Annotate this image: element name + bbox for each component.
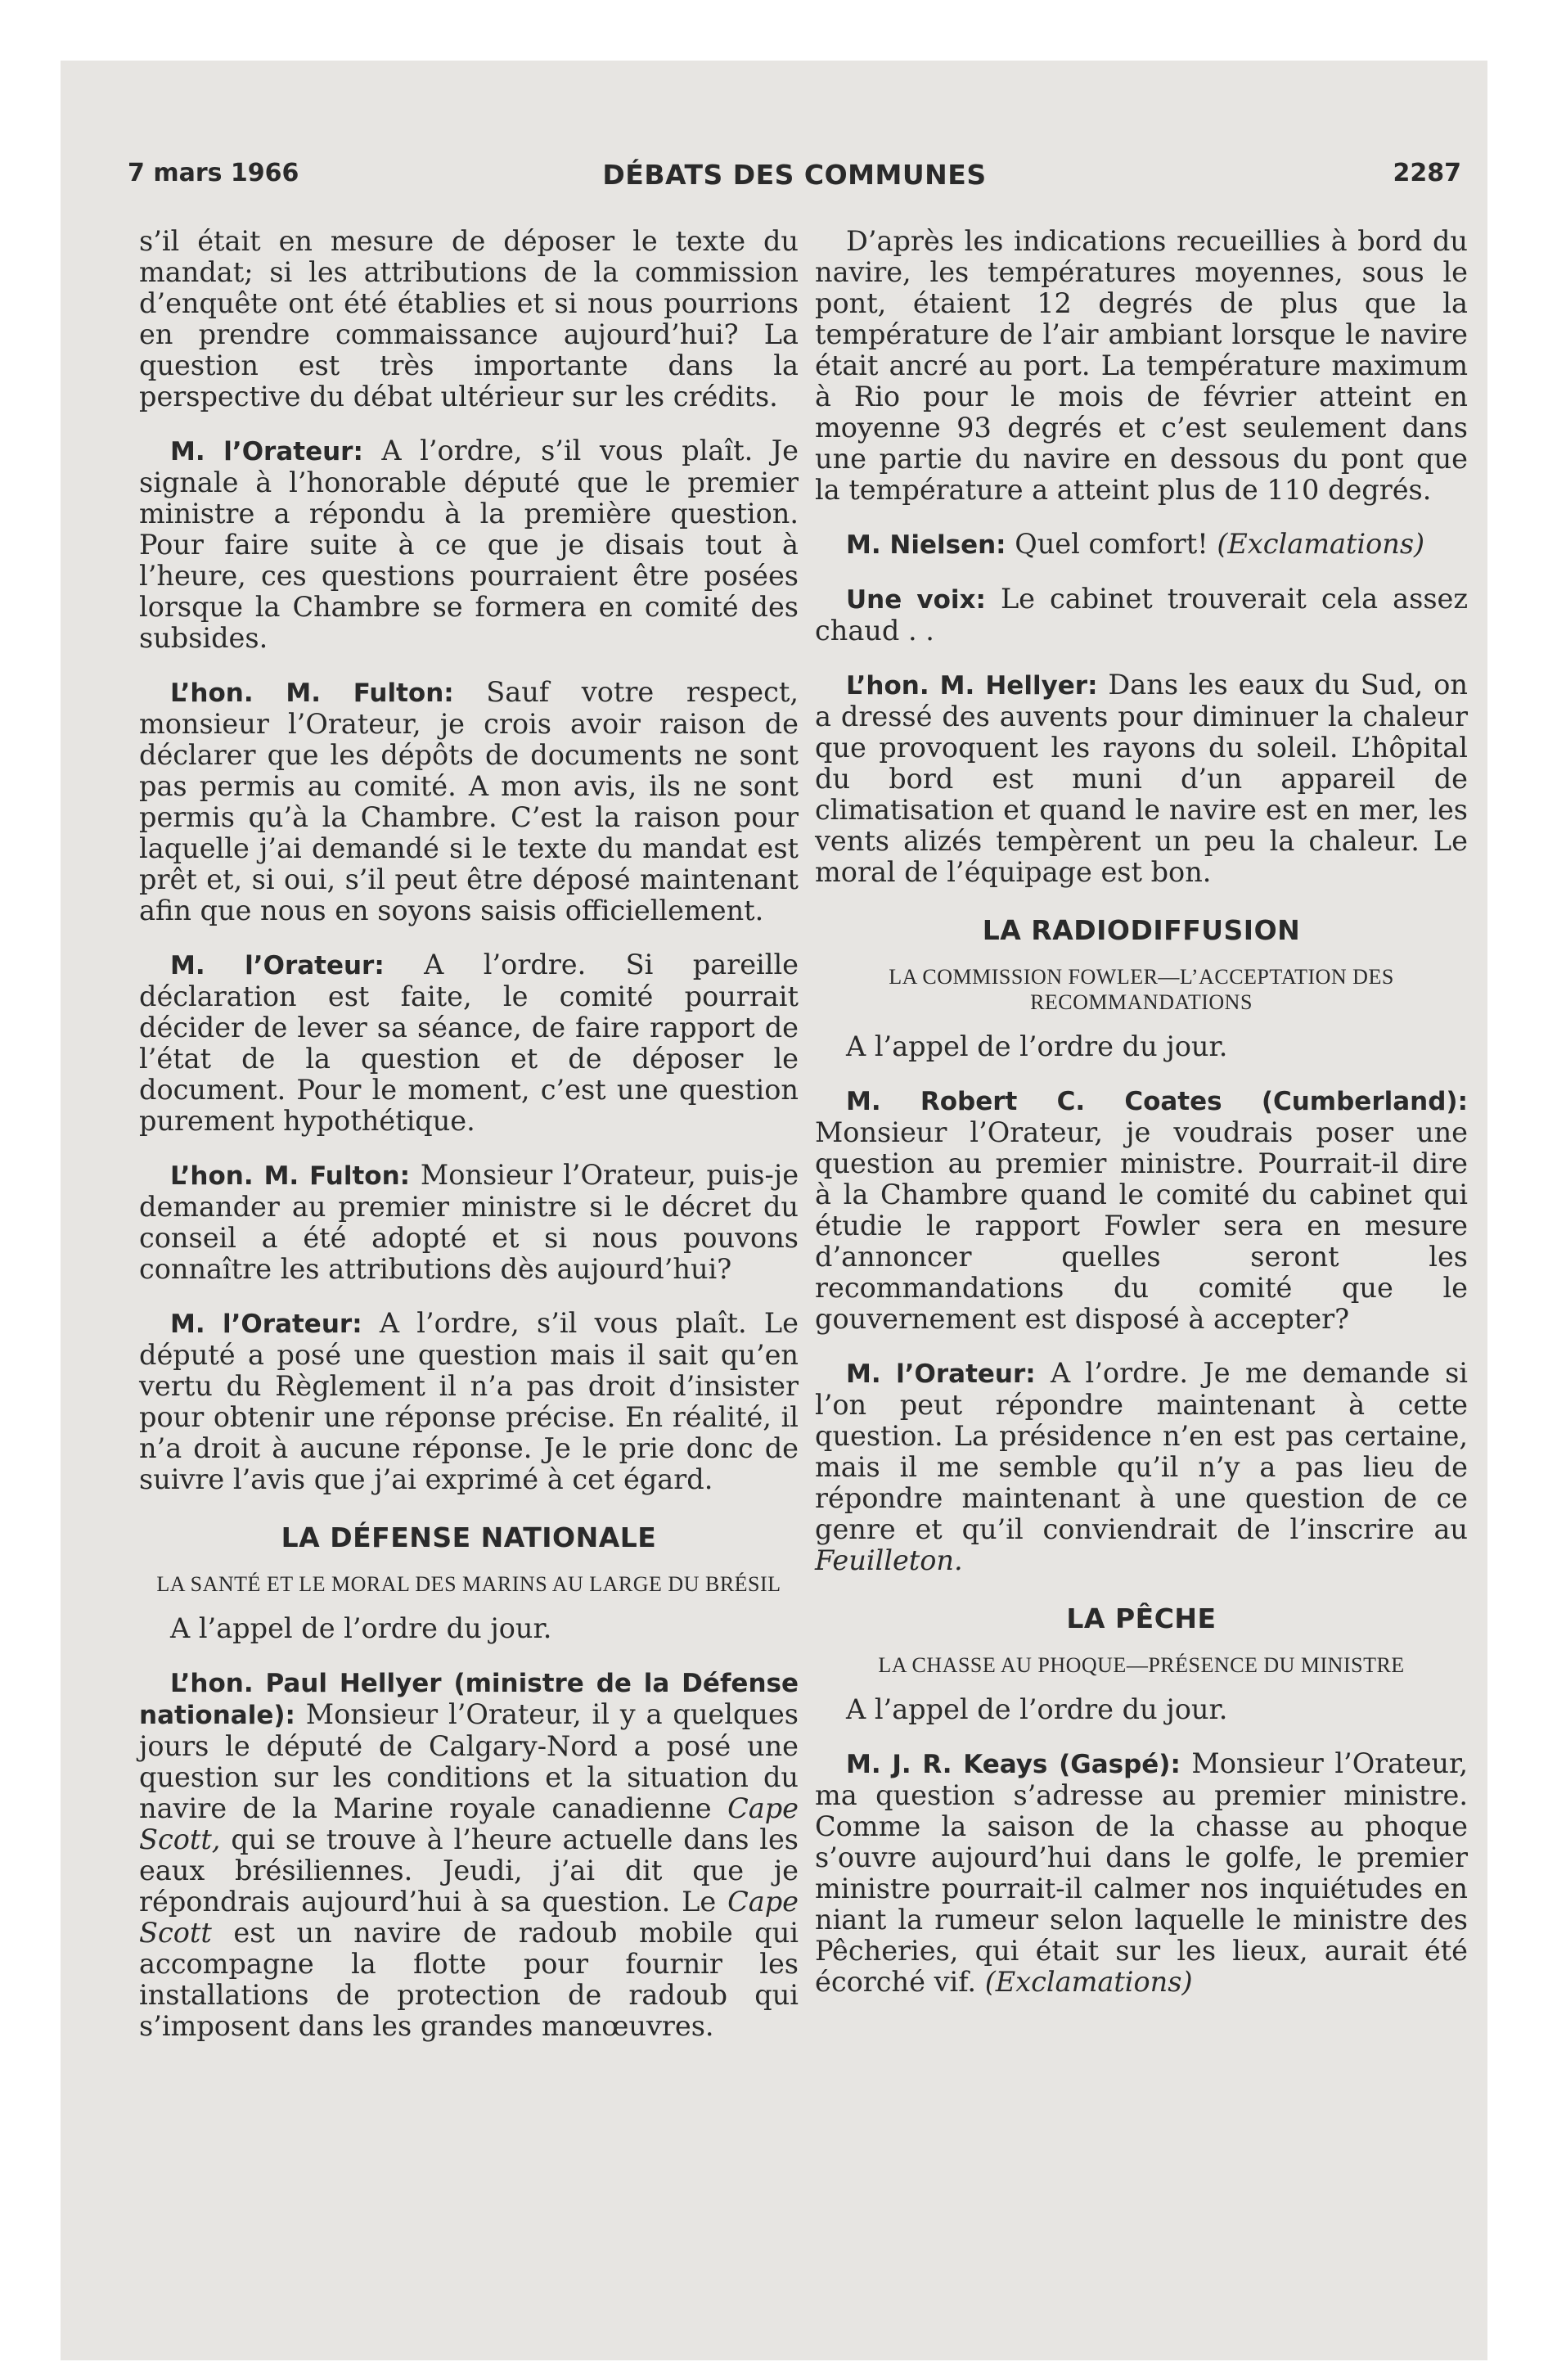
paragraph xyxy=(139,677,799,926)
paragraph xyxy=(815,669,1468,888)
paragraph-text: Monsieur l’Orateur, je voudrais poser une question au premier ministre. Pourrait-il dire à la Chambre quand le comité du cabinet qui étudie le rapport Fowler sera en mesure d’annoncer quelles seront les recommandations du comité que le gouvernement est disposé à accepter? xyxy=(815,1116,1468,1335)
paragraph xyxy=(139,949,799,1137)
speaker-name: M. Robert C. Coates (Cumberland): xyxy=(846,1087,1468,1116)
paragraph-text: D’après les indications recueillies à bord du navire, les températures moyennes, sous le pont, étaient 12 degrés de plus que la température de l’air ambiant lorsque le navire était ancré au port. La température maximum à Rio pour le mois de février atteint en moyenne 93 degrés et c’est seulement dans une partie du navire en dessous du pont que la température a atteint plus de 110 degrés. xyxy=(815,225,1468,506)
paragraph-text: Dans les eaux du Sud, on a dressé des auvents pour diminuer la chaleur que provoquent les rayons du soleil. L’hôpital du bord est muni d’un appareil de climatisation et quand le navire est en mer, les vents alizés tempèrent un peu la chaleur. Le moral de l’équipage est bon. xyxy=(815,669,1468,888)
paragraph xyxy=(139,1160,799,1285)
paragraph xyxy=(139,1308,799,1495)
paragraph xyxy=(139,1613,799,1644)
speaker-name: L’hon. M. Fulton: xyxy=(170,1161,411,1191)
paragraph xyxy=(139,226,799,412)
subsection-heading: LA SANTÉ ET LE MORAL DES MARINS AU LARGE DU BRÉSIL xyxy=(156,1572,781,1596)
paragraph xyxy=(815,1031,1468,1062)
paragraph-text: A l’ordre, s’il vous plaît. Le député a posé une question mais il sait qu’en vertu du Règlement il n’a pas droit d’insister pour obtenir une réponse précise. En réalité, il n’a droit à aucune réponse. Je le prie donc de suivre l’avis que j’ai exprimé à cet égard. xyxy=(139,1307,799,1495)
paragraph-text: A l’appel de l’ordre du jour. xyxy=(170,1612,552,1644)
paragraph xyxy=(815,1358,1468,1576)
speaker-name: M. l’Orateur: xyxy=(846,1359,1036,1389)
paragraph xyxy=(815,1085,1468,1335)
paragraph-text: qui se trouve à l’heure actuelle dans les eaux brésiliennes. Jeudi, j’ai dit que je répondrais aujourd’hui à sa question. Le xyxy=(139,1823,799,1918)
paragraph-text: Monsieur l’Orateur, il y a quelques jours le député de Calgary-Nord a posé une question sur les conditions et la situation du navire de la Marine royale canadienne xyxy=(139,1698,799,1824)
paragraph xyxy=(815,1748,1468,1998)
paragraph-text: A l’appel de l’ordre du jour. xyxy=(846,1030,1228,1062)
paragraph-text: s’il était en mesure de déposer le texte du mandat; si les attributions de la commission d’enquête ont été établies et si nous pourrions en prendre commaissance aujourd’hui? La question est très importante dans la perspective du débat ultérieur sur les crédits. xyxy=(139,225,799,412)
left-column xyxy=(139,226,799,2065)
speaker-name: M. l’Orateur: xyxy=(170,437,363,467)
paragraph-text: Monsieur l’Orateur, puis-je demander au premier ministre si le décret du conseil a été adopté et si nous pouvons connaître les attributions dès aujourd’hui? xyxy=(139,1159,799,1285)
page-content xyxy=(61,61,1487,2360)
italic-word: Feuilleton. xyxy=(815,1544,963,1576)
speaker-name: M. J. R. Keays (Gaspé): xyxy=(846,1750,1181,1779)
page-number: 2287 xyxy=(1393,159,1461,187)
header-date: 7 mars 1966 xyxy=(128,159,299,187)
speaker-name: L’hon. M. Fulton: xyxy=(170,678,454,708)
speaker-name: M. Nielsen: xyxy=(846,530,1006,560)
paragraph xyxy=(815,226,1468,506)
speaker-name: M. l’Orateur: xyxy=(170,951,385,980)
section-heading: LA DÉFENSE NATIONALE xyxy=(281,1521,657,1553)
paragraph-text: A l’ordre, s’il vous plaît. Je signale à l’honorable député que le premier ministre a répondu à la première question. Pour faire suite à ce que je disais tout à l’heure, ces questions pourraient être posées lorsque la Chambre se formera en comité des subsides. xyxy=(139,435,799,654)
paragraph-text: Monsieur l’Orateur, ma question s’adresse au premier ministre. Comme la saison de la chasse au phoque s’ouvre aujourd’hui dans le golfe, le premier ministre pourrait-il calmer nos inquiétudes en niant la rumeur selon laquelle le ministre des Pêcheries, qui était sur les lieux, aurait été écorché vif. xyxy=(815,1747,1468,1998)
paragraph xyxy=(139,435,799,654)
paragraph-text: Quel comfort! xyxy=(1015,528,1208,560)
ship-name: Cape Scott xyxy=(139,1886,799,1949)
paragraph xyxy=(139,1667,799,2042)
paragraph-text: A l’ordre. Je me demande si l’on peut répondre maintenant à cette question. La présidence n’en est pas certaine, mais il me semble qu’il n’y a pas lieu de répondre maintenant à une question de ce genre et qu’il conviendrait de l’inscrire au xyxy=(815,1357,1468,1545)
interjection: (Exclamations) xyxy=(1217,528,1425,560)
paragraph-text: Sauf votre respect, monsieur l’Orateur, je crois avoir raison de déclarer que les dépôts de documents ne sont pas permis au comité. A mon avis, ils ne sont permis qu’à la Chambre. C’est la raison pour laquelle j’ai demandé si le texte du mandat est prêt et, si oui, s’il peut être déposé maintenant afin que nous en soyons saisis officiellement. xyxy=(139,676,799,926)
subsection-heading: LA CHASSE AU PHOQUE—PRÉSENCE DU MINISTRE xyxy=(878,1653,1405,1677)
section-heading: LA PÊCHE xyxy=(1066,1602,1217,1634)
ship-name: Cape Scott, xyxy=(139,1792,799,1855)
subsection-heading: LA COMMISSION FOWLER—L’ACCEPTATION DES RECOMMANDATIONS xyxy=(889,965,1394,1014)
paragraph-text: Le cabinet trouverait cela assez chaud . . xyxy=(815,583,1468,647)
paragraph-text: A l’ordre. Si pareille déclaration est faite, le comité pourrait décider de lever sa séance, de faire rapport de l’état de la question et de déposer le document. Pour le moment, c’est une question purement hypothétique. xyxy=(139,949,799,1137)
speaker-name: L’hon. Paul Hellyer (ministre de la Défense nationale): xyxy=(139,1669,799,1730)
scanned-page xyxy=(61,61,1487,2360)
page-header xyxy=(128,159,1461,208)
speaker-name: M. l’Orateur: xyxy=(170,1309,362,1339)
paragraph xyxy=(815,584,1468,647)
paragraph-text: est un navire de radoub mobile qui accompagne la flotte pour fournir les installations de protection de radoub qui s’imposent dans les grandes manœuvres. xyxy=(139,1917,799,2042)
section-heading: LA RADIODIFFUSION xyxy=(982,914,1301,946)
paragraph-text: A l’appel de l’ordre du jour. xyxy=(846,1693,1228,1725)
header-title: DÉBATS DES COMMUNES xyxy=(602,159,987,191)
paragraph xyxy=(815,1694,1468,1725)
right-column xyxy=(815,226,1468,2021)
speaker-name: L’hon. M. Hellyer: xyxy=(846,671,1098,701)
interjection: (Exclamations) xyxy=(984,1966,1193,1998)
paragraph xyxy=(815,529,1468,561)
speaker-name: Une voix: xyxy=(846,585,986,615)
